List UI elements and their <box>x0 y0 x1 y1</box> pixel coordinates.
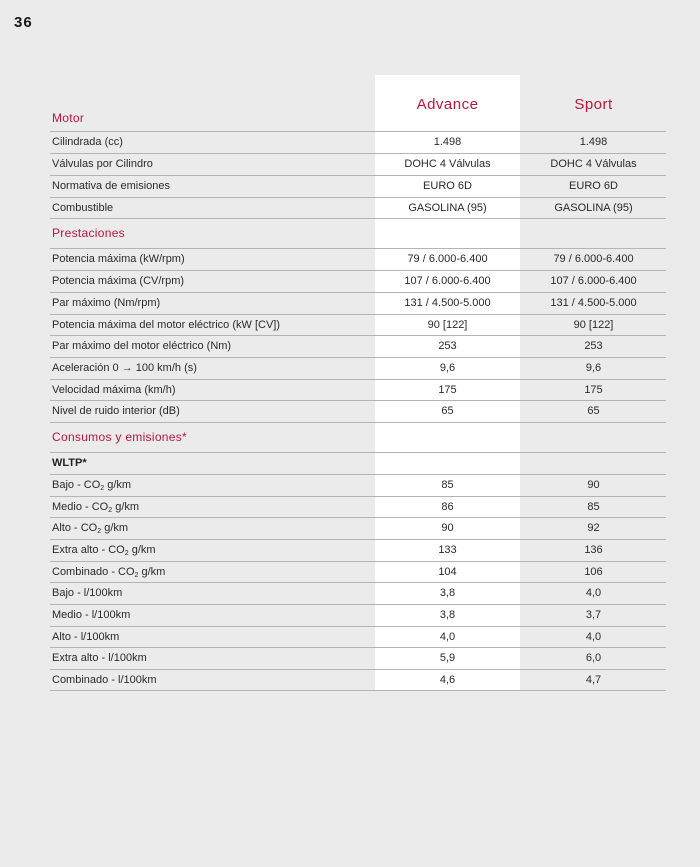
table-row <box>50 669 666 691</box>
sport-value: 6,0 <box>585 652 602 664</box>
row-label: Normativa de emisiones <box>52 180 170 192</box>
table-row <box>50 292 666 314</box>
advance-value: 253 <box>438 340 457 352</box>
sport-value: GASOLINA (95) <box>554 202 633 214</box>
row-label: Medio - l/100km <box>52 609 131 621</box>
sport-value: 106 <box>584 566 603 578</box>
table-row <box>50 357 666 379</box>
advance-value: DOHC 4 Válvulas <box>404 158 491 170</box>
section-row-consumos <box>50 422 666 452</box>
wltp-label: WLTP* <box>52 457 87 469</box>
table-row <box>50 314 666 336</box>
sport-value: 4,7 <box>585 674 602 686</box>
advance-value: 85 <box>441 479 454 491</box>
advance-value: 3,8 <box>439 587 456 599</box>
sport-value: 253 <box>584 340 603 352</box>
sport-value: 175 <box>584 384 603 396</box>
sport-value: 92 <box>587 522 600 534</box>
table-row <box>50 582 666 604</box>
table-row <box>50 604 666 626</box>
sport-value: 3,7 <box>585 609 602 621</box>
advance-value: 131 / 4.500-5.000 <box>404 297 491 309</box>
table-row <box>50 496 666 518</box>
advance-value: 5,9 <box>439 652 456 664</box>
advance-value: 86 <box>441 501 454 513</box>
table-row <box>50 539 666 561</box>
advance-value: 107 / 6.000-6.400 <box>404 275 491 287</box>
row-label: Par máximo (Nm/rpm) <box>52 297 161 309</box>
sport-value: DOHC 4 Válvulas <box>550 158 637 170</box>
table-row <box>50 517 666 539</box>
advance-value: GASOLINA (95) <box>408 202 487 214</box>
table-row <box>50 248 666 270</box>
column-header-advance: Advance <box>416 96 479 113</box>
advance-value: 104 <box>438 566 457 578</box>
sport-value: 65 <box>587 405 600 417</box>
sport-value: 1.498 <box>579 136 608 148</box>
advance-value: 4,6 <box>439 674 456 686</box>
advance-value: 3,8 <box>439 609 456 621</box>
sport-value: 107 / 6.000-6.400 <box>550 275 637 287</box>
advance-value: EURO 6D <box>423 180 472 192</box>
advance-value: 79 / 6.000-6.400 <box>407 253 488 265</box>
page-number: 36 <box>14 14 33 31</box>
advance-value: 1.498 <box>433 136 462 148</box>
row-label: Medio - $CO_2$ g/km <box>52 501 140 514</box>
sport-value: 90 [122] <box>573 319 614 331</box>
advance-value: 9,6 <box>439 362 456 374</box>
row-label: Combinado - l/100km <box>52 674 157 686</box>
row-label: Extra alto - $CO_2$ g/km <box>52 544 156 557</box>
table-row <box>50 647 666 669</box>
row-label: Bajo - $CO_2$ g/km <box>52 479 132 492</box>
table-row <box>50 400 666 422</box>
row-label: Combustible <box>52 202 114 214</box>
sport-value: 9,6 <box>585 362 602 374</box>
sport-value: 131 / 4.500-5.000 <box>550 297 637 309</box>
section-title-motor: Motor <box>52 111 85 125</box>
advance-value: 175 <box>438 384 457 396</box>
row-label: Alto - l/100km <box>52 631 120 643</box>
table-row <box>50 270 666 292</box>
sport-value: 4,0 <box>585 631 602 643</box>
row-label: Extra alto - l/100km <box>52 652 147 664</box>
row-label: Potencia máxima (CV/rpm) <box>52 275 185 287</box>
table-row <box>50 153 666 175</box>
sport-value: EURO 6D <box>569 180 618 192</box>
column-header-sport: Sport <box>574 96 613 113</box>
row-label: Combinado - $CO_2$ g/km <box>52 566 166 579</box>
sport-value: 136 <box>584 544 603 556</box>
sport-value: 4,0 <box>585 587 602 599</box>
row-label: Aceleración 0 → 100 km/h (s) <box>52 362 197 374</box>
row-label: Nivel de ruido interior (dB) <box>52 405 180 417</box>
advance-value: 4,0 <box>439 631 456 643</box>
table-row <box>50 197 666 219</box>
sport-value: 85 <box>587 501 600 513</box>
row-label: Potencia máxima del motor eléctrico (kW [CV]) <box>52 319 281 331</box>
section-title-prestaciones: Prestaciones <box>52 226 125 240</box>
table-row <box>50 561 666 583</box>
table-bottom-rule <box>50 690 666 691</box>
table-row <box>50 175 666 197</box>
advance-value: 133 <box>438 544 457 556</box>
sport-value: 90 <box>587 479 600 491</box>
advance-value: 90 <box>441 522 454 534</box>
table-row <box>50 335 666 357</box>
table-row-wltp <box>50 452 666 474</box>
row-label: Velocidad máxima (km/h) <box>52 384 176 396</box>
row-label: Bajo - l/100km <box>52 587 123 599</box>
table-row <box>50 626 666 648</box>
advance-value: 65 <box>441 405 454 417</box>
advance-value: 90 [122] <box>427 319 468 331</box>
table-row <box>50 474 666 496</box>
row-label: Cilindrada (cc) <box>52 136 123 148</box>
sport-value: 79 / 6.000-6.400 <box>553 253 634 265</box>
section-row-prestaciones <box>50 218 666 248</box>
table-row <box>50 379 666 401</box>
section-title-consumos: Consumos y emisiones* <box>52 430 188 444</box>
row-label: Par máximo del motor eléctrico (Nm) <box>52 340 232 352</box>
row-label: Válvulas por Cilindro <box>52 158 153 170</box>
row-label: Alto - $CO_2$ g/km <box>52 522 129 535</box>
table-row <box>50 131 666 153</box>
row-label: Potencia máxima (kW/rpm) <box>52 253 185 265</box>
